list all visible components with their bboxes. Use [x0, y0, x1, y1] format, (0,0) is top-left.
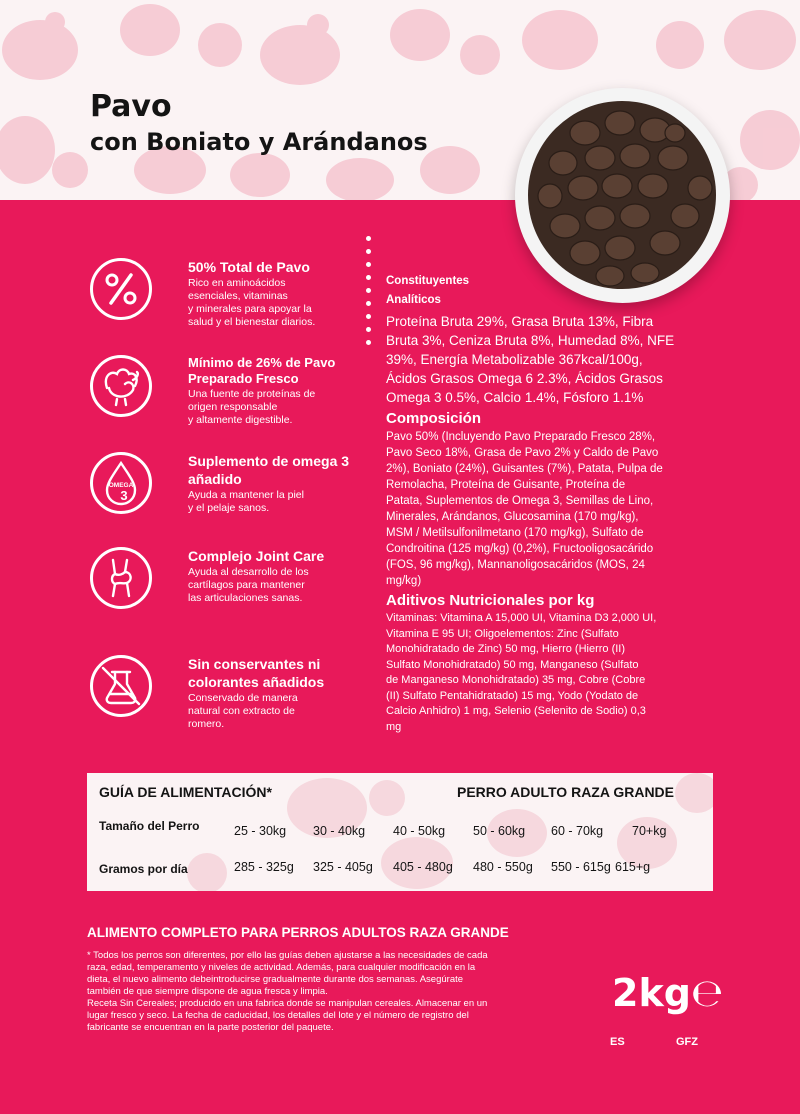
footer-note: * Todos los perros son diferentes, por ello las guías deben ajustarse a las necesidades de cada raza, edad, temperamento y niveles de actividad. Además, para cualquier modificación en la dieta, el nuevo alimento debeintroducirse gradualmente durante dos semanas. Asegúrate también de que siempre dispone de agua fresca y limpia. Receta Sin Cereales; producido en una fabrica donde se manipulan cereales. Almacenar en un lugar fresco y seco. La fecha de caducidad, los detalles del lote y el número de registro del fabricante se encuentran en la parte posterior del paquete. — [87, 950, 488, 1033]
guide-cell-size: 25 - 30kg — [234, 824, 287, 838]
guide-cell-size: 40 - 50kg — [393, 824, 446, 838]
percent-icon — [90, 258, 152, 320]
guide-cell-size: 70+kg — [632, 824, 667, 838]
footer-title: ALIMENTO COMPLETO PARA PERROS ADULTOS RAZA GRANDE — [87, 925, 509, 940]
guide-title: GUÍA DE ALIMENTACIÓN* — [99, 784, 272, 800]
feature-title: Complejo Joint Care — [188, 548, 325, 564]
feature-desc: Conservado de manera natural con extracto de romero. — [188, 692, 298, 730]
feeding-guide-table — [87, 773, 713, 891]
product-subtitle: con Boniato y Arándanos — [90, 128, 428, 156]
dotted-divider — [366, 236, 372, 356]
feature-desc: Una fuente de proteínas de origen responsable y altamente digestible. — [188, 388, 316, 426]
guide-cell-size: 30 - 40kg — [313, 824, 366, 838]
omega3-drop-icon — [90, 452, 152, 514]
guide-cell-grams: 285 - 325g — [234, 860, 294, 874]
feature-title: Suplemento de omega 3 añadido — [188, 453, 350, 487]
joint-icon — [90, 547, 152, 609]
kibble-bowl-image — [515, 88, 730, 303]
market-code: GFZ — [676, 1036, 698, 1048]
guide-cell-grams: 325 - 405g — [313, 860, 373, 874]
nutrition-info — [386, 272, 716, 735]
guide-cell-size: 50 - 60kg — [473, 824, 526, 838]
additives-text: Vitaminas: Vitamina A 15,000 UI, Vitamina D3 2,000 UI, Vitamina E 95 UI; Oligoelementos: Zinc (Sulfato Monohidratado de Zinc) 50 mg, Hierro (Hierro (II) Sulfato Monohidratado) 50 mg, Manganeso (Sulfato de Manganeso Monohidratado) 35 mg, Cobre (Cobre (II) Sulfato Pentahidratado) 15 mg, Yodo (Yodato de Calcio Anhidro) 1 mg, Selenio (Selenito de Sodio) 0,3 mg — [386, 612, 657, 733]
estimated-sign-icon: ℮ — [690, 971, 724, 1015]
feature-desc: Ayuda a mantener la piel y el pelaje sanos. — [188, 489, 304, 514]
no-preservatives-icon — [90, 655, 152, 717]
composition-heading: Composición — [386, 410, 482, 427]
net-weight: 2kg℮ — [612, 971, 724, 1015]
feature-title: 50% Total de Pavo — [188, 259, 310, 275]
omega-number: 3 — [120, 488, 128, 503]
feature-desc: Ayuda al desarrollo de los cartílagos para mantener las articulaciones sanas. — [188, 566, 309, 604]
guide-cell-grams: 550 - 615g — [551, 860, 611, 874]
guide-cell-size: 60 - 70kg — [551, 824, 604, 838]
omega-label: OMEGA — [108, 482, 134, 489]
language-code: ES — [610, 1036, 625, 1048]
feature-title: Mínimo de 26% de Pavo Preparado Fresco — [188, 355, 336, 386]
additives-heading: Aditivos Nutricionales por kg — [386, 592, 595, 609]
product-title: Pavo — [90, 89, 172, 124]
guide-row-label-size: Tamaño del Perro — [99, 819, 200, 833]
analysis-text: Proteína Bruta 29%, Grasa Bruta 13%, Fibra Bruta 3%, Ceniza Bruta 8%, Humedad 8%, NFE 39%, Energía Metabolizable 367kcal/100g, Ácidos Grasos Omega 6 2.3%, Ácidos Grasos Omega 3 0.5%, Calcio 1.4%, Fósforo 1.1% — [386, 314, 675, 405]
turkey-icon — [90, 355, 152, 417]
composition-text: Pavo 50% (Incluyendo Pavo Preparado Fresco 28%, Pavo Seco 18%, Grasa de Pavo 2% y Caldo de Pavo 2%), Boniato (24%), Guisantes (7%), Patata, Pulpa de Remolacha, Proteína de Guisante, Proteína de Patata, Suplementos de Omega 3, Semillas de Lino, Minerales, Arándanos, Glucosamina (170 mg/kg), MSM / Metilsulfonilmetano (170 mg/kg), Sulfato de Condroitina (125 mg/kg) (0,2%), Fructooligosacárido (FOS, 96 mg/kg), Mannanoligosacáridos (MOS, 24 mg/kg) — [386, 431, 663, 587]
analysis-heading-2: Analíticos — [386, 294, 441, 306]
guide-cell-grams: 615+g — [615, 860, 651, 874]
feature-desc: Rico en aminoácidos esenciales, vitaminas y minerales para apoyar la salud y el bienestar diarios. — [188, 277, 316, 328]
guide-row-label-grams: Gramos por día — [99, 862, 188, 876]
guide-cell-grams: 405 - 480g — [393, 860, 453, 874]
feature-title: Sin conservantes ni colorantes añadidos — [188, 656, 325, 690]
guide-breed: PERRO ADULTO RAZA GRANDE — [457, 784, 674, 800]
analysis-heading-1: Constituyentes — [386, 275, 470, 287]
guide-cell-grams: 480 - 550g — [473, 860, 533, 874]
